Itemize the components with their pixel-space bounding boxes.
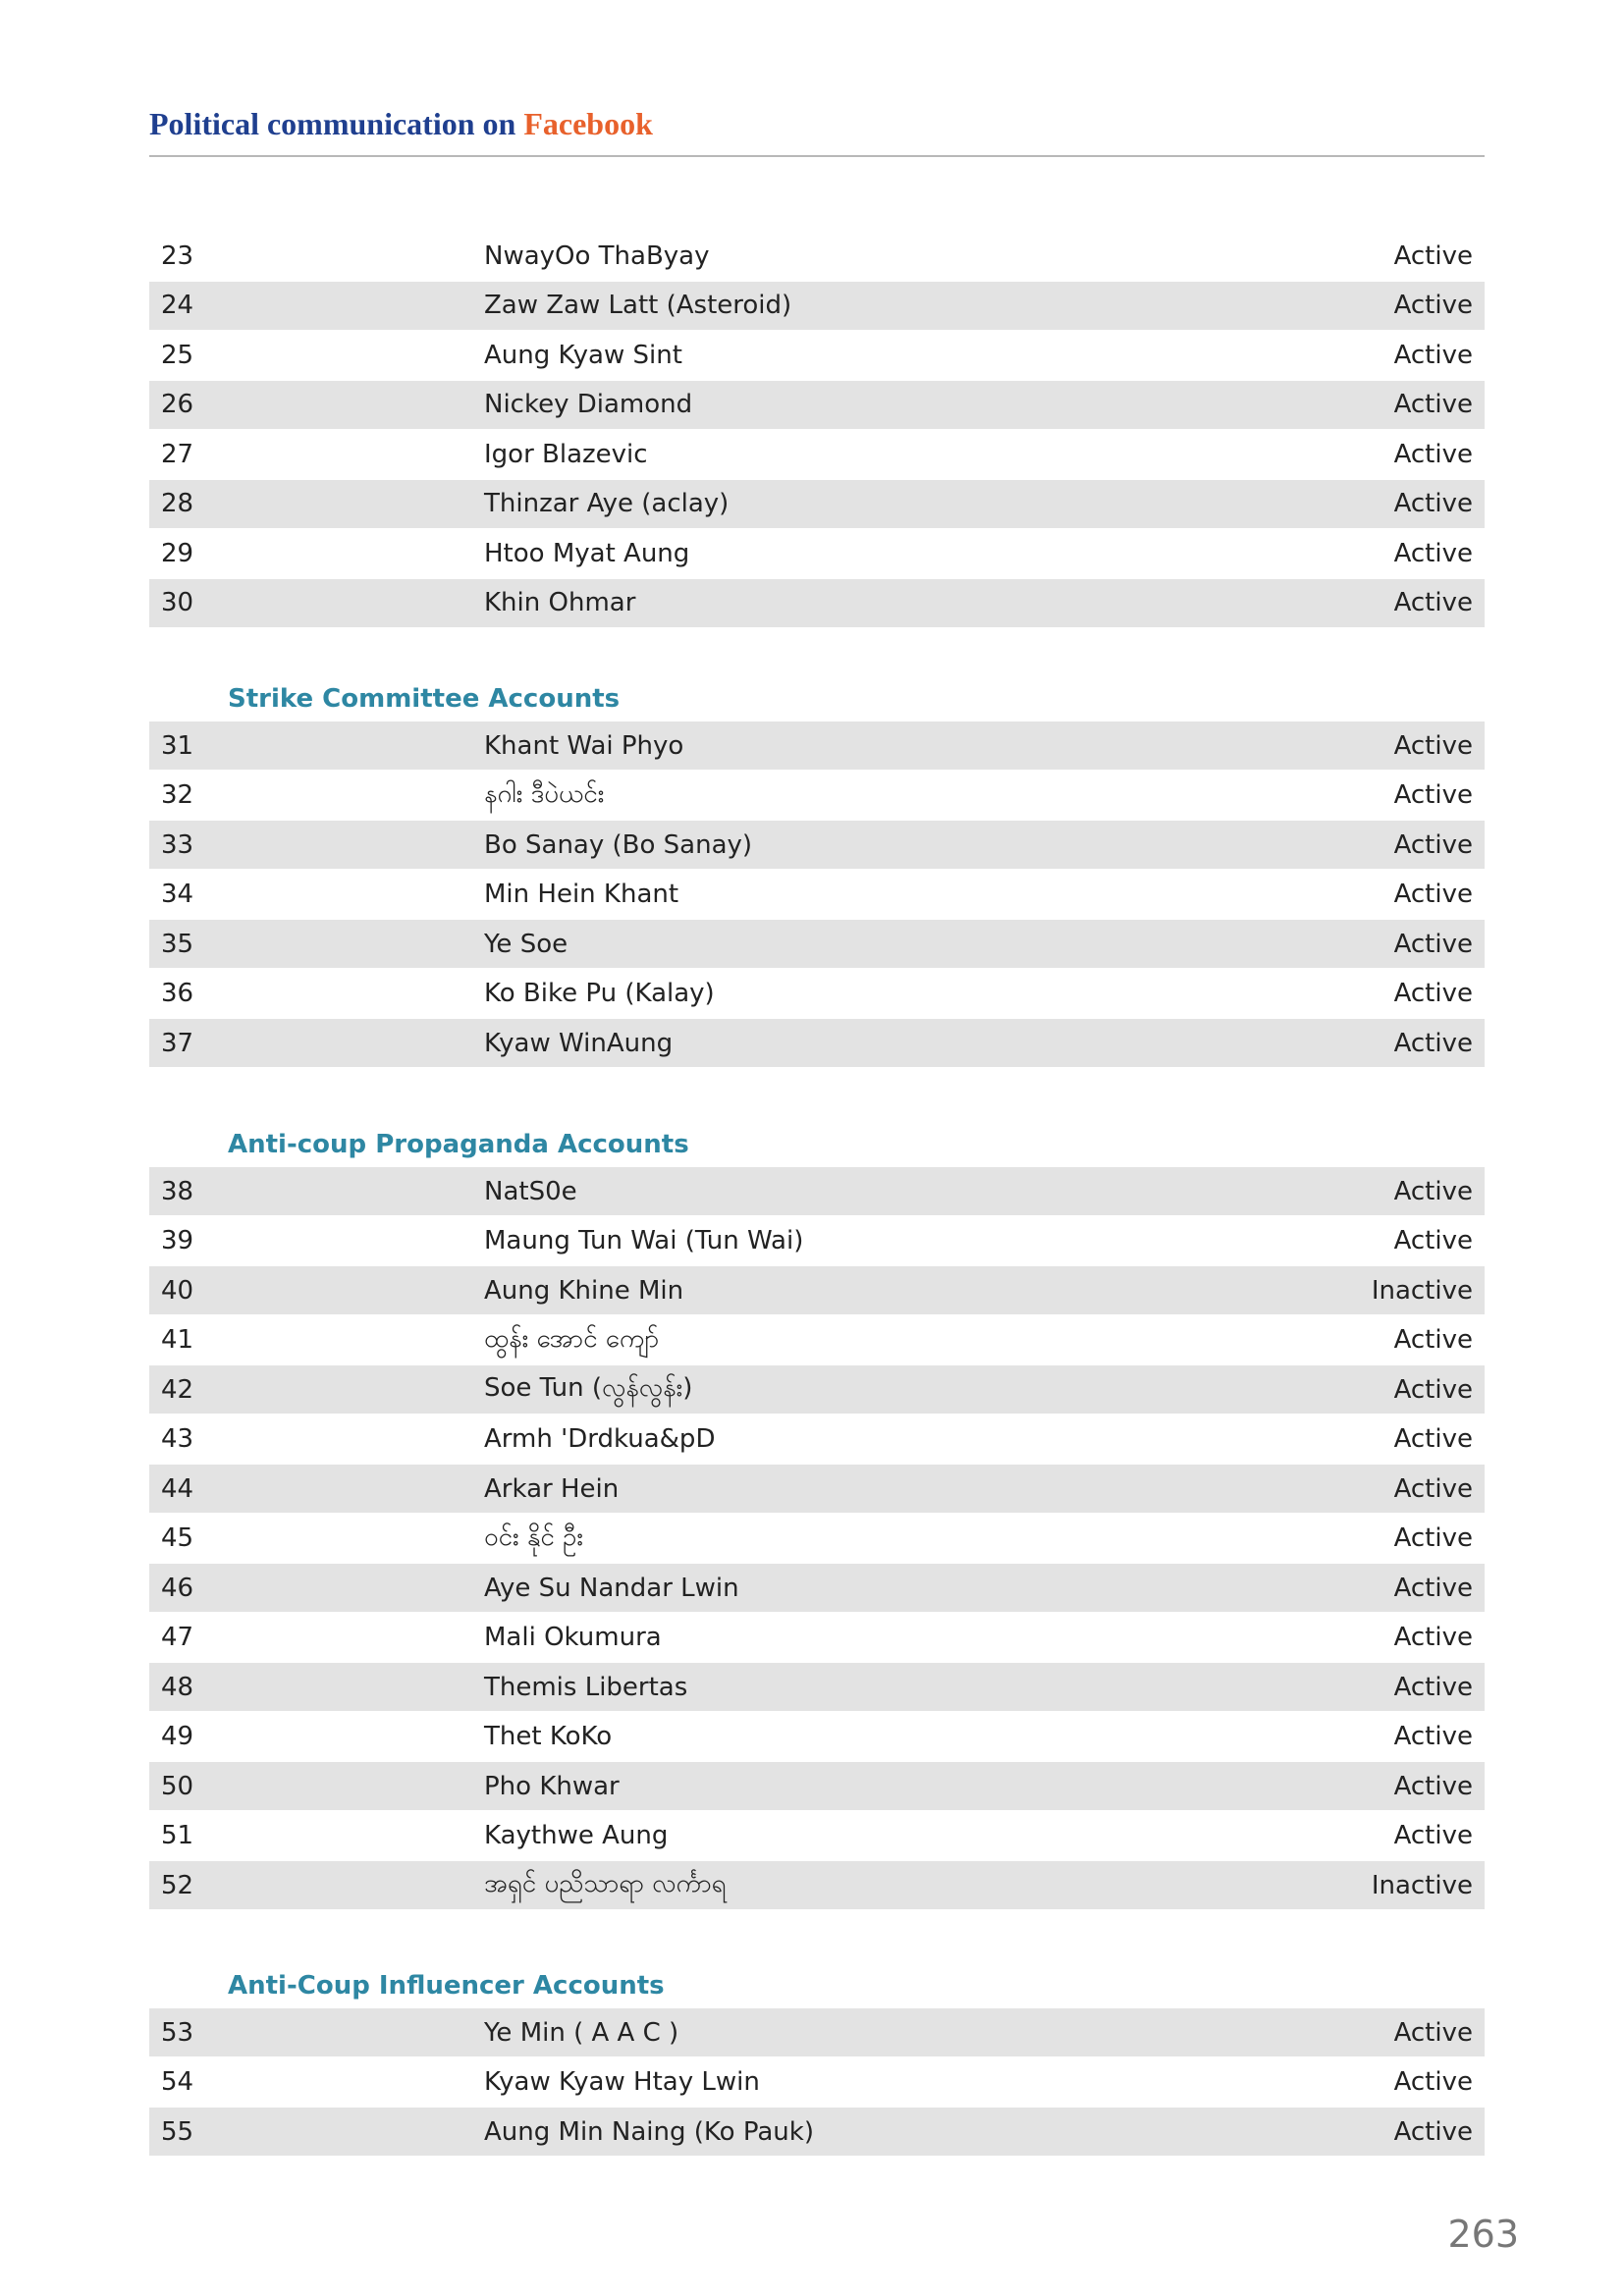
account-name: Aung Khine Min bbox=[484, 1275, 684, 1306]
row-number: 52 bbox=[161, 1870, 194, 1900]
account-status: Active bbox=[1393, 1325, 1473, 1355]
row-number: 30 bbox=[161, 588, 194, 617]
row-number: 27 bbox=[161, 439, 194, 469]
table-row bbox=[149, 1365, 1485, 1414]
row-number: 41 bbox=[161, 1325, 194, 1355]
account-status: Active bbox=[1393, 489, 1473, 518]
account-status: Active bbox=[1393, 2017, 1473, 2048]
table-row bbox=[149, 232, 1485, 280]
account-status: Active bbox=[1393, 439, 1473, 469]
table-row bbox=[149, 529, 1485, 577]
table-row bbox=[149, 1316, 1485, 1364]
row-number: 42 bbox=[161, 1374, 194, 1405]
section-title: Anti-Coup Influencer Accounts bbox=[228, 1971, 665, 2001]
account-status: Active bbox=[1393, 1424, 1473, 1454]
table-row bbox=[149, 1614, 1485, 1662]
row-number: 48 bbox=[161, 1672, 194, 1702]
account-name: NatS0e bbox=[484, 1176, 577, 1206]
row-number: 28 bbox=[161, 489, 194, 518]
account-status: Active bbox=[1393, 588, 1473, 617]
account-name: အရှင် ပညိသာရာ လင်္ကာရ bbox=[484, 1869, 727, 1898]
row-number: 47 bbox=[161, 1623, 194, 1652]
table-row bbox=[149, 2108, 1485, 2156]
account-status: Active bbox=[1393, 1771, 1473, 1801]
table-row bbox=[149, 579, 1485, 627]
table-row bbox=[149, 1861, 1485, 1909]
account-status: Active bbox=[1393, 1374, 1473, 1405]
account-name: Kaythwe Aung bbox=[484, 1821, 669, 1850]
table-row bbox=[149, 1564, 1485, 1612]
row-number: 50 bbox=[161, 1771, 194, 1801]
account-status: Active bbox=[1393, 1226, 1473, 1255]
row-number: 23 bbox=[161, 240, 194, 271]
account-name: Maung Tun Wai (Tun Wai) bbox=[484, 1226, 804, 1255]
table-row bbox=[149, 480, 1485, 528]
account-status: Active bbox=[1393, 1672, 1473, 1702]
row-number: 46 bbox=[161, 1573, 194, 1603]
account-name: ဝင်း နိုင် ဦး bbox=[484, 1522, 584, 1552]
header-divider bbox=[149, 155, 1485, 157]
account-status: Active bbox=[1393, 390, 1473, 419]
table-row bbox=[149, 1812, 1485, 1860]
page-header bbox=[149, 102, 1485, 157]
account-name: Themis Libertas bbox=[484, 1672, 688, 1702]
row-number: 53 bbox=[161, 2017, 194, 2048]
anti-coup-propaganda-table bbox=[149, 1122, 1485, 1911]
table-row bbox=[149, 2058, 1485, 2107]
page-title bbox=[149, 102, 1485, 145]
account-status: Active bbox=[1393, 730, 1473, 761]
account-status: Inactive bbox=[1371, 1275, 1473, 1306]
account-name: Htoo Myat Aung bbox=[484, 538, 690, 568]
account-status: Active bbox=[1393, 291, 1473, 320]
title-part-2: Facebook bbox=[523, 106, 653, 141]
row-number: 54 bbox=[161, 2067, 194, 2097]
table-row bbox=[149, 1465, 1485, 1513]
table-row bbox=[149, 1415, 1485, 1464]
row-number: 31 bbox=[161, 730, 194, 761]
table-row bbox=[149, 1762, 1485, 1810]
table-row bbox=[149, 1515, 1485, 1563]
table-row bbox=[149, 1167, 1485, 1215]
account-status: Active bbox=[1393, 1821, 1473, 1850]
row-number: 36 bbox=[161, 979, 194, 1008]
account-name: Zaw Zaw Latt (Asteroid) bbox=[484, 291, 792, 320]
account-name: Nickey Diamond bbox=[484, 390, 693, 419]
account-name: Kyaw Kyaw Htay Lwin bbox=[484, 2067, 760, 2097]
row-number: 51 bbox=[161, 1821, 194, 1850]
account-name: Kyaw WinAung bbox=[484, 1028, 674, 1058]
table-row bbox=[149, 970, 1485, 1018]
account-status: Active bbox=[1393, 1176, 1473, 1206]
row-number: 40 bbox=[161, 1275, 194, 1306]
account-status: Active bbox=[1393, 1473, 1473, 1504]
account-name: Thet KoKo bbox=[484, 1722, 613, 1751]
account-name: Thinzar Aye (aclay) bbox=[484, 489, 730, 518]
account-status: Active bbox=[1393, 2116, 1473, 2147]
section-title: Strike Committee Accounts bbox=[228, 684, 621, 714]
row-number: 26 bbox=[161, 390, 194, 419]
account-name: Mali Okumura bbox=[484, 1623, 662, 1652]
account-status: Active bbox=[1393, 1573, 1473, 1603]
table-row bbox=[149, 381, 1485, 429]
table-row bbox=[149, 920, 1485, 968]
table-row bbox=[149, 1663, 1485, 1711]
row-number: 55 bbox=[161, 2116, 194, 2147]
account-status: Active bbox=[1393, 979, 1473, 1008]
account-table-continued bbox=[149, 232, 1485, 628]
account-status: Active bbox=[1393, 780, 1473, 810]
account-name: ထွန်း အောင် ကျော် bbox=[484, 1323, 660, 1354]
table-row bbox=[149, 871, 1485, 919]
row-number: 29 bbox=[161, 538, 194, 568]
account-name: Ye Min ( A A C ) bbox=[484, 2017, 679, 2048]
account-status: Active bbox=[1393, 1722, 1473, 1751]
account-name: Aung Min Naing (Ko Pauk) bbox=[484, 2116, 814, 2147]
row-number: 35 bbox=[161, 929, 194, 959]
page-number: 263 bbox=[1447, 2213, 1519, 2256]
row-number: 34 bbox=[161, 880, 194, 909]
title-part-1: Political communication on bbox=[149, 106, 516, 141]
row-number: 25 bbox=[161, 340, 194, 370]
account-name: Pho Khwar bbox=[484, 1771, 620, 1801]
row-number: 45 bbox=[161, 1523, 194, 1553]
row-number: 39 bbox=[161, 1226, 194, 1255]
row-number: 43 bbox=[161, 1424, 194, 1454]
row-number: 32 bbox=[161, 780, 194, 810]
table-row bbox=[149, 331, 1485, 379]
account-name: Aye Su Nandar Lwin bbox=[484, 1573, 739, 1603]
row-number: 49 bbox=[161, 1722, 194, 1751]
account-name: Bo Sanay (Bo Sanay) bbox=[484, 829, 753, 860]
account-name: နဂါး ဒီပဲယင်း bbox=[484, 778, 605, 809]
table-row bbox=[149, 282, 1485, 330]
account-status: Active bbox=[1393, 538, 1473, 568]
anti-coup-influencer-table bbox=[149, 1963, 1485, 2158]
table-row bbox=[149, 1217, 1485, 1265]
account-name: Ko Bike Pu (Kalay) bbox=[484, 979, 715, 1008]
account-status: Active bbox=[1393, 929, 1473, 959]
row-number: 24 bbox=[161, 291, 194, 320]
table-row bbox=[149, 430, 1485, 478]
account-name: Aung Kyaw Sint bbox=[484, 340, 682, 370]
row-number: 37 bbox=[161, 1028, 194, 1058]
account-status: Inactive bbox=[1371, 1870, 1473, 1900]
section-title: Anti-coup Propaganda Accounts bbox=[228, 1130, 689, 1159]
account-status: Active bbox=[1393, 880, 1473, 909]
row-number: 44 bbox=[161, 1473, 194, 1504]
table-row bbox=[149, 1019, 1485, 1067]
table-row bbox=[149, 772, 1485, 820]
account-name: Arkar Hein bbox=[484, 1473, 620, 1504]
account-status: Active bbox=[1393, 240, 1473, 271]
account-status: Active bbox=[1393, 1523, 1473, 1553]
table-row bbox=[149, 821, 1485, 869]
account-status: Active bbox=[1393, 829, 1473, 860]
row-number: 33 bbox=[161, 829, 194, 860]
account-status: Active bbox=[1393, 2067, 1473, 2097]
table-row bbox=[149, 2008, 1485, 2056]
table-row bbox=[149, 721, 1485, 770]
account-name: Armh 'Drdkua&pD bbox=[484, 1424, 716, 1454]
account-status: Active bbox=[1393, 1028, 1473, 1058]
account-status: Active bbox=[1393, 1623, 1473, 1652]
strike-committee-table bbox=[149, 676, 1485, 1069]
account-name: Min Hein Khant bbox=[484, 880, 679, 909]
account-status: Active bbox=[1393, 340, 1473, 370]
account-name: NwayOo ThaByay bbox=[484, 240, 710, 271]
table-row bbox=[149, 1266, 1485, 1314]
account-name: Igor Blazevic bbox=[484, 439, 648, 469]
account-name: Ye Soe bbox=[484, 929, 568, 959]
row-number: 38 bbox=[161, 1176, 194, 1206]
account-name: Soe Tun (လွန်လွန်း) bbox=[484, 1373, 693, 1403]
table-row bbox=[149, 1713, 1485, 1761]
account-name: Khin Ohmar bbox=[484, 588, 636, 617]
account-name: Khant Wai Phyo bbox=[484, 730, 684, 761]
